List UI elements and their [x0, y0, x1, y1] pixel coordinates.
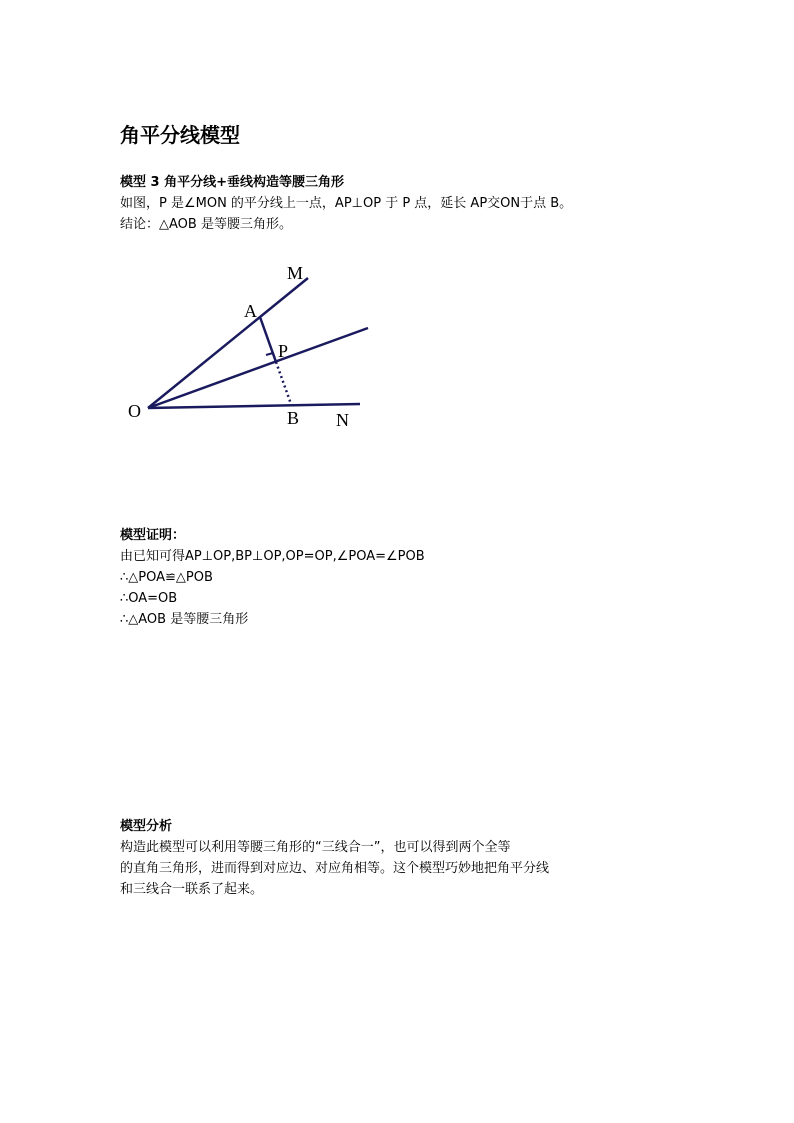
model-conclusion: 结论：△AOB 是等腰三角形。 — [120, 217, 292, 232]
geometry-figure — [110, 255, 390, 445]
label-a: A — [244, 301, 257, 321]
ray-on — [148, 404, 360, 408]
page-title: 角平分线模型 — [120, 123, 240, 147]
analysis-line: 的直角三角形，进而得到对应边、对应角相等。这个模型巧妙地把角平分线 — [120, 861, 550, 876]
analysis-line: 和三线合一联系了起来。 — [120, 882, 264, 897]
right-angle-mark — [266, 353, 276, 362]
proof-line: ∴△AOB 是等腰三角形 — [120, 612, 249, 627]
proof-line: 由已知可得AP⊥OP,BP⊥OP,OP=OP,∠POA=∠POB — [120, 549, 425, 564]
proof-heading: 模型证明： — [120, 528, 186, 543]
label-m: M — [287, 263, 304, 283]
segment-pb-dotted — [276, 362, 291, 404]
label-n: N — [336, 410, 349, 430]
proof-line: ∴△POA≌△POB — [120, 570, 213, 585]
analysis-heading: 模型分析 — [120, 819, 173, 834]
model-description: 如图，P 是∠MON 的平分线上一点，AP⊥OP 于 P 点，延长 AP交ON于点 B。 — [120, 196, 573, 211]
proof-line: ∴OA=OB — [120, 591, 178, 606]
label-b: B — [287, 408, 300, 428]
ray-op-bisector — [148, 328, 368, 408]
label-p: P — [278, 341, 289, 361]
label-o: O — [128, 401, 141, 421]
analysis-line: 构造此模型可以利用等腰三角形的“三线合一”，也可以得到两个全等 — [120, 840, 511, 855]
model-heading: 模型 3 角平分线+垂线构造等腰三角形 — [120, 175, 344, 190]
